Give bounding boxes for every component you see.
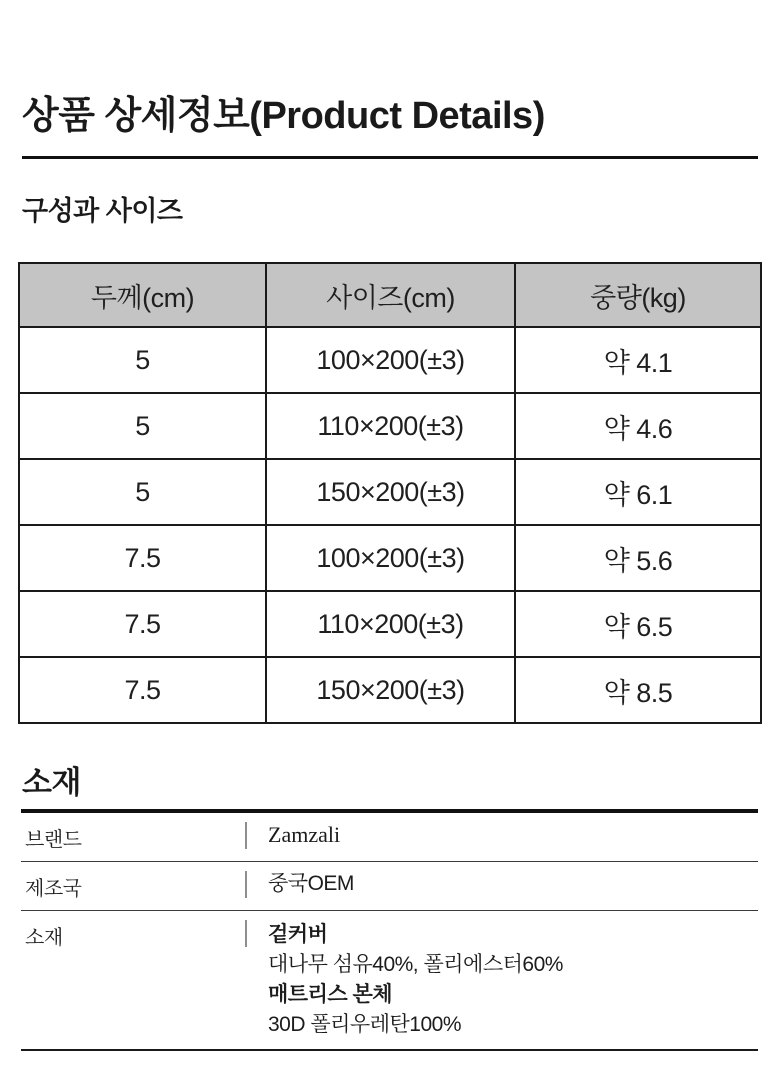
header-weight: 중량(kg)	[515, 263, 761, 327]
cell-thickness: 7.5	[19, 591, 266, 657]
cell-weight: 약 5.6	[515, 525, 761, 591]
cell-size: 150×200(±3)	[266, 459, 515, 525]
title-divider-rule	[22, 156, 758, 159]
header-size: 사이즈(cm)	[266, 263, 515, 327]
table-row	[19, 591, 761, 657]
material-row-material	[21, 911, 758, 1049]
material-line-body-title: 매트리스 본체	[268, 983, 393, 1006]
cell-size: 110×200(±3)	[266, 393, 515, 459]
material-line-cover-title: 겉커버	[268, 923, 328, 946]
table-row	[19, 459, 761, 525]
cell-size: 100×200(±3)	[266, 525, 515, 591]
row-label: 제조국	[25, 878, 82, 900]
cell-weight: 약 4.6	[515, 393, 761, 459]
row-value: 중국OEM	[268, 872, 354, 895]
table-row	[19, 393, 761, 459]
size-table	[18, 262, 762, 724]
header-thickness: 두께(cm)	[19, 263, 266, 327]
row-value: Zamzali	[268, 822, 341, 847]
table-row	[19, 657, 761, 723]
cell-size: 100×200(±3)	[266, 327, 515, 393]
cell-size: 150×200(±3)	[266, 657, 515, 723]
row-value	[247, 919, 563, 1040]
size-table-header-row	[19, 263, 761, 327]
cell-thickness: 7.5	[19, 657, 266, 723]
material-line-body-composition: 30D 폴리우레탄100%	[268, 1013, 461, 1036]
cell-weight: 약 4.1	[515, 327, 761, 393]
cell-thickness: 5	[19, 327, 266, 393]
table-row	[19, 525, 761, 591]
cell-thickness: 7.5	[19, 525, 266, 591]
table-row	[19, 327, 761, 393]
cell-weight: 약 6.1	[515, 459, 761, 525]
cell-size: 110×200(±3)	[266, 591, 515, 657]
material-line-cover-composition: 대나무 섬유40%, 폴리에스터60%	[268, 953, 563, 976]
cell-weight: 약 6.5	[515, 591, 761, 657]
material-section-heading: 소재	[22, 765, 81, 800]
page-title: 상품 상세정보(Product Details)	[22, 95, 545, 137]
row-label: 브랜드	[25, 829, 82, 851]
material-row-brand	[21, 813, 758, 862]
material-row-country	[21, 862, 758, 911]
size-section-heading: 구성과 사이즈	[22, 196, 183, 226]
cell-thickness: 5	[19, 393, 266, 459]
cell-thickness: 5	[19, 459, 266, 525]
row-label: 소재	[25, 927, 63, 949]
cell-weight: 약 8.5	[515, 657, 761, 723]
material-table	[21, 813, 758, 1051]
